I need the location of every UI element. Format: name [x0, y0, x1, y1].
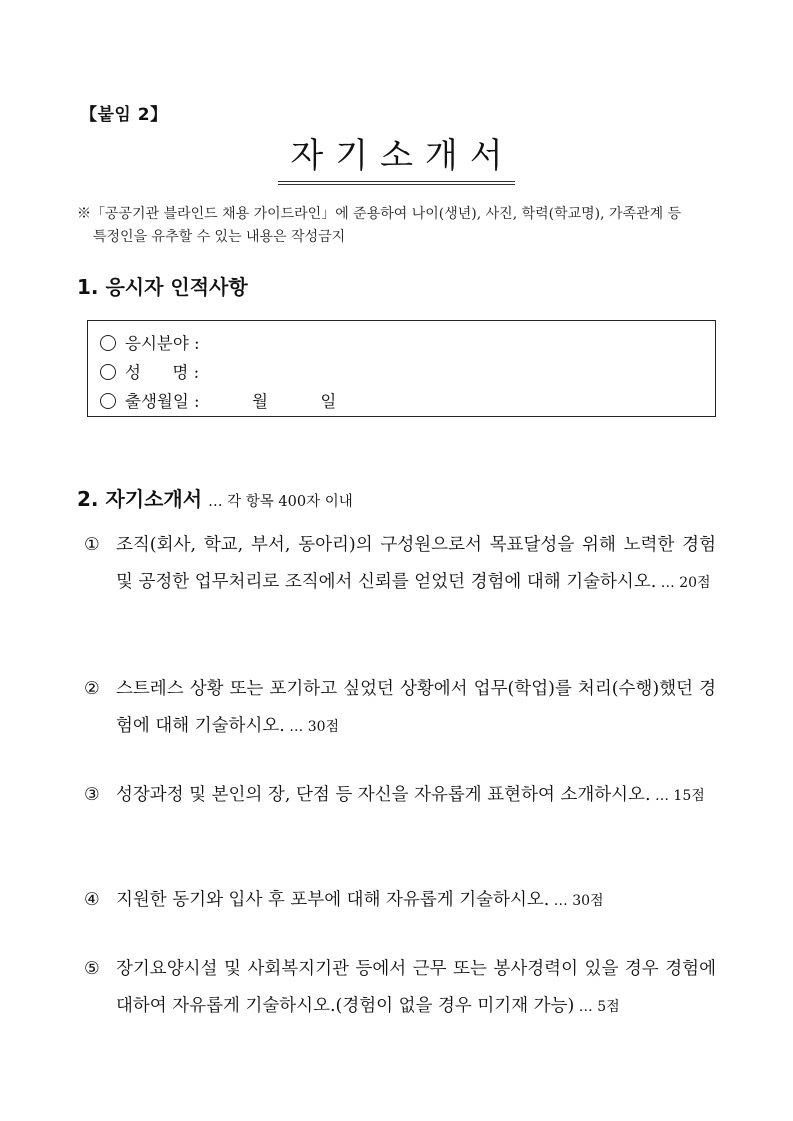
section-2-title	[77, 483, 353, 512]
question-points: … 5점	[574, 999, 620, 1015]
question-text: 조직(회사, 학교, 부서, 동아리)의 구성원으로서 목표달성을 위해 노력한 경험 및 공정한 업무처리로 조직에서 신뢰를 얻었던 경험에 대해 기술하시오.	[116, 535, 716, 592]
question-3	[84, 777, 716, 815]
question-points: … 15점	[650, 788, 705, 804]
title-container	[0, 128, 793, 185]
question-number: ③	[84, 785, 100, 805]
question-text: 지원한 동기와 입사 후 포부에 대해 자유롭게 기술하시오.	[116, 890, 550, 910]
question-5	[84, 951, 716, 1026]
question-number: ①	[84, 535, 100, 555]
question-number: ④	[84, 890, 100, 910]
info-row-name	[100, 358, 703, 387]
info-label-birth: 출생월일 : 월 일	[125, 392, 337, 411]
question-2	[84, 671, 716, 746]
question-body	[116, 777, 716, 815]
question-number: ⑤	[84, 959, 100, 979]
section-2-heading: 2. 자기소개서	[77, 487, 203, 511]
question-body	[116, 882, 716, 920]
circle-bullet-icon	[100, 364, 116, 380]
question-text: 스트레스 상황 또는 포기하고 싶었던 상황에서 업무(학업)를 처리(수행)했던 경험에 대해 기술하시오.	[116, 679, 716, 736]
circle-bullet-icon	[100, 393, 116, 409]
info-label-field: 응시분야 :	[125, 334, 200, 353]
circle-bullet-icon	[100, 335, 116, 351]
notice	[77, 203, 727, 249]
question-text: 장기요양시설 및 사회복지기관 등에서 근무 또는 봉사경력이 있을 경우 경험에 대하여 자유롭게 기술하시오.(경험이 없을 경우 미기재 가능)	[116, 959, 716, 1016]
applicant-info-box	[87, 320, 716, 417]
question-points: … 20점	[656, 575, 711, 591]
section-1-title: 1. 응시자 인적사항	[77, 275, 248, 299]
question-text: 성장과정 및 본인의 장, 단점 등 자신을 자유롭게 표현하여 소개하시오.	[116, 785, 651, 805]
question-points: … 30점	[284, 719, 340, 735]
question-body	[116, 527, 716, 602]
info-row-field	[100, 329, 703, 358]
question-number: ②	[84, 679, 100, 699]
page-title: 자기소개서	[278, 128, 514, 185]
question-4	[84, 882, 716, 920]
question-body	[116, 951, 716, 1026]
question-1	[84, 527, 716, 602]
notice-line-1: ※「공공기관 블라인드 채용 가이드라인」에 준용하여 나이(생년), 사진, 학력(학교명), 가족관계 등	[77, 206, 682, 222]
info-label-name: 성 명 :	[125, 363, 200, 382]
notice-line-2: 특정인을 유추할 수 있는 내용은 작성금지	[93, 229, 346, 245]
question-points: … 30점	[549, 893, 604, 909]
section-2-subtitle: … 각 항목 400자 이내	[208, 494, 353, 510]
info-row-birth	[100, 387, 703, 416]
question-body	[116, 671, 716, 746]
attachment-tag: 【붙임 2】	[80, 105, 168, 125]
